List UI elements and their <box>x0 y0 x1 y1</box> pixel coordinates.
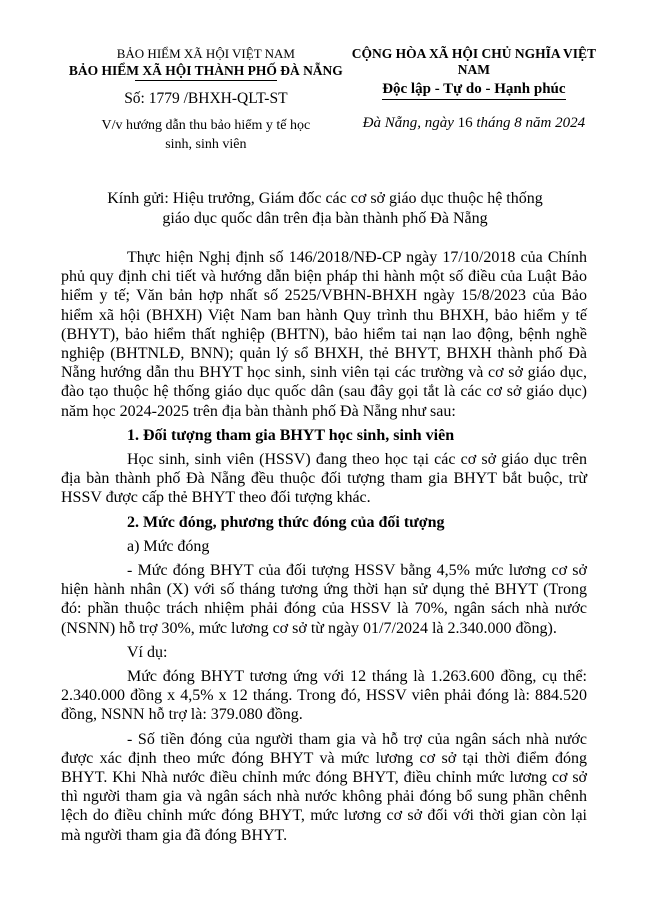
example-calculation-paragraph: Mức đóng BHYT tương ứng với 12 tháng là 1.263.600 đồng, cụ thể: 2.340.000 đồng x 4,5% x 12 tháng. Trong đó, HSSV viên phải đóng là: 884.520 đồng, NSNN hỗ trợ là: 379.080 đồng. <box>61 668 587 724</box>
section-2a-label: a) Mức đóng <box>127 537 210 555</box>
dateline-suffix: tháng 8 năm 2024 <box>472 115 586 131</box>
national-motto-row <box>346 78 602 100</box>
national-header-block <box>346 46 602 154</box>
section-2-heading: 2. Mức đóng, phương thức đóng của đối tượng <box>127 513 445 531</box>
document-number: Số: 1779 /BHXH-QLT-ST <box>124 90 288 107</box>
parent-agency-name: BẢO HIỂM XÃ HỘI VIỆT NAM <box>116 46 295 61</box>
salutation-line-1: Kính gửi: Hiệu trưởng, Giám đốc các cơ sở giáo dục thuộc hệ thống <box>107 190 543 207</box>
contribution-rate-paragraph: - Mức đóng BHYT của đối tượng HSSV bằng 4,5% mức lương cơ sở hiện hành nhân (X) với số tháng tương ứng thời hạn sử dụng thẻ BHYT (Trong đó: phần thuộc trách nhiệm phải đóng của HSSV là 70%, ngân sách nhà nước (NSNN) hỗ trợ 30%, mức lương cơ sở từ ngày 01/7/2024 là 2.340.000 đồng). <box>61 562 587 637</box>
issuing-agency-block <box>66 46 346 154</box>
dateline-prefix: Đà Nẵng, ngày <box>362 115 458 131</box>
document-header <box>0 0 650 154</box>
national-motto: Độc lập - Tự do - Hạnh phúc <box>382 80 565 100</box>
agency-name: BẢO HIỂM XÃ HỘI THÀNH PHỐ ĐÀ NẴNG <box>68 63 343 78</box>
salutation-block <box>0 189 650 229</box>
section-1-heading: 1. Đối tượng tham gia BHYT học sinh, sinh viên <box>127 426 455 444</box>
salutation-line-2: giáo dục quốc dân trên địa bàn thành phố Đà Nẵng <box>162 210 488 227</box>
document-body <box>0 229 650 845</box>
agency-name-underline <box>135 80 277 81</box>
adjustment-note-paragraph: - Số tiền đóng của người tham gia và hỗ trợ của ngân sách nhà nước được xác định theo mức đóng BHYT và mức lương cơ sở tại thời điểm đóng BHYT. Khi Nhà nước điều chỉnh mức đóng BHYT, điều chỉnh mức lương cơ sở thì người tham gia và ngân sách nhà nước không phải đóng bổ sung phần chênh lệch do điều chỉnh mức đóng BHYT, mức lương cơ sở đối với thời gian còn lại mà người tham gia đã đóng BHYT. <box>61 730 587 844</box>
paragraph-intro: Thực hiện Nghị định số 146/2018/NĐ-CP ngày 17/10/2018 của Chính phủ quy định chi tiết và hướng dẫn biện pháp thi hành một số điều của Luật Bảo hiểm y tế; Văn bản hợp nhất số 2525/VBHN-BHXH ngày 15/8/2023 của Bảo hiểm xã hội (BHXH) Việt Nam ban hành Quy trình thu BHXH, bảo hiểm y tế (BHYT), bảo hiểm thất nghiệp (BHTN), bảo hiểm tai nạn lao động, bệnh nghề nghiệp (BHTNLĐ, BNN); quản lý sổ BHXH, thẻ BHYT, BHXH thành phố Đà Nẵng hướng dẫn thu BHYT học sinh, sinh viên tại các trường và cơ sở giáo dục, đào tạo thuộc hệ thống giáo dục quốc dân (sau đây gọi tắt là các cơ sở giáo dục) năm học 2024-2025 trên địa bàn thành phố Đà Nẵng như sau: <box>61 249 587 420</box>
example-label: Ví dụ: <box>127 643 168 661</box>
dateline-day: 16 <box>457 115 473 131</box>
document-subject: V/v hướng dẫn thu bảo hiểm y tế học sinh, sinh viên <box>101 118 311 152</box>
place-dateline <box>346 115 602 132</box>
national-title: CỘNG HÒA XÃ HỘI CHỦ NGHĨA VIỆT NAM <box>351 46 597 77</box>
section-1-paragraph: Học sinh, sinh viên (HSSV) đang theo học tại các cơ sở giáo dục trên địa bàn thành phố Đà Nẵng đều thuộc đối tượng tham gia BHYT bắt buộc, trừ HSSV được cấp thẻ BHYT theo đối tượng khác. <box>61 451 587 507</box>
